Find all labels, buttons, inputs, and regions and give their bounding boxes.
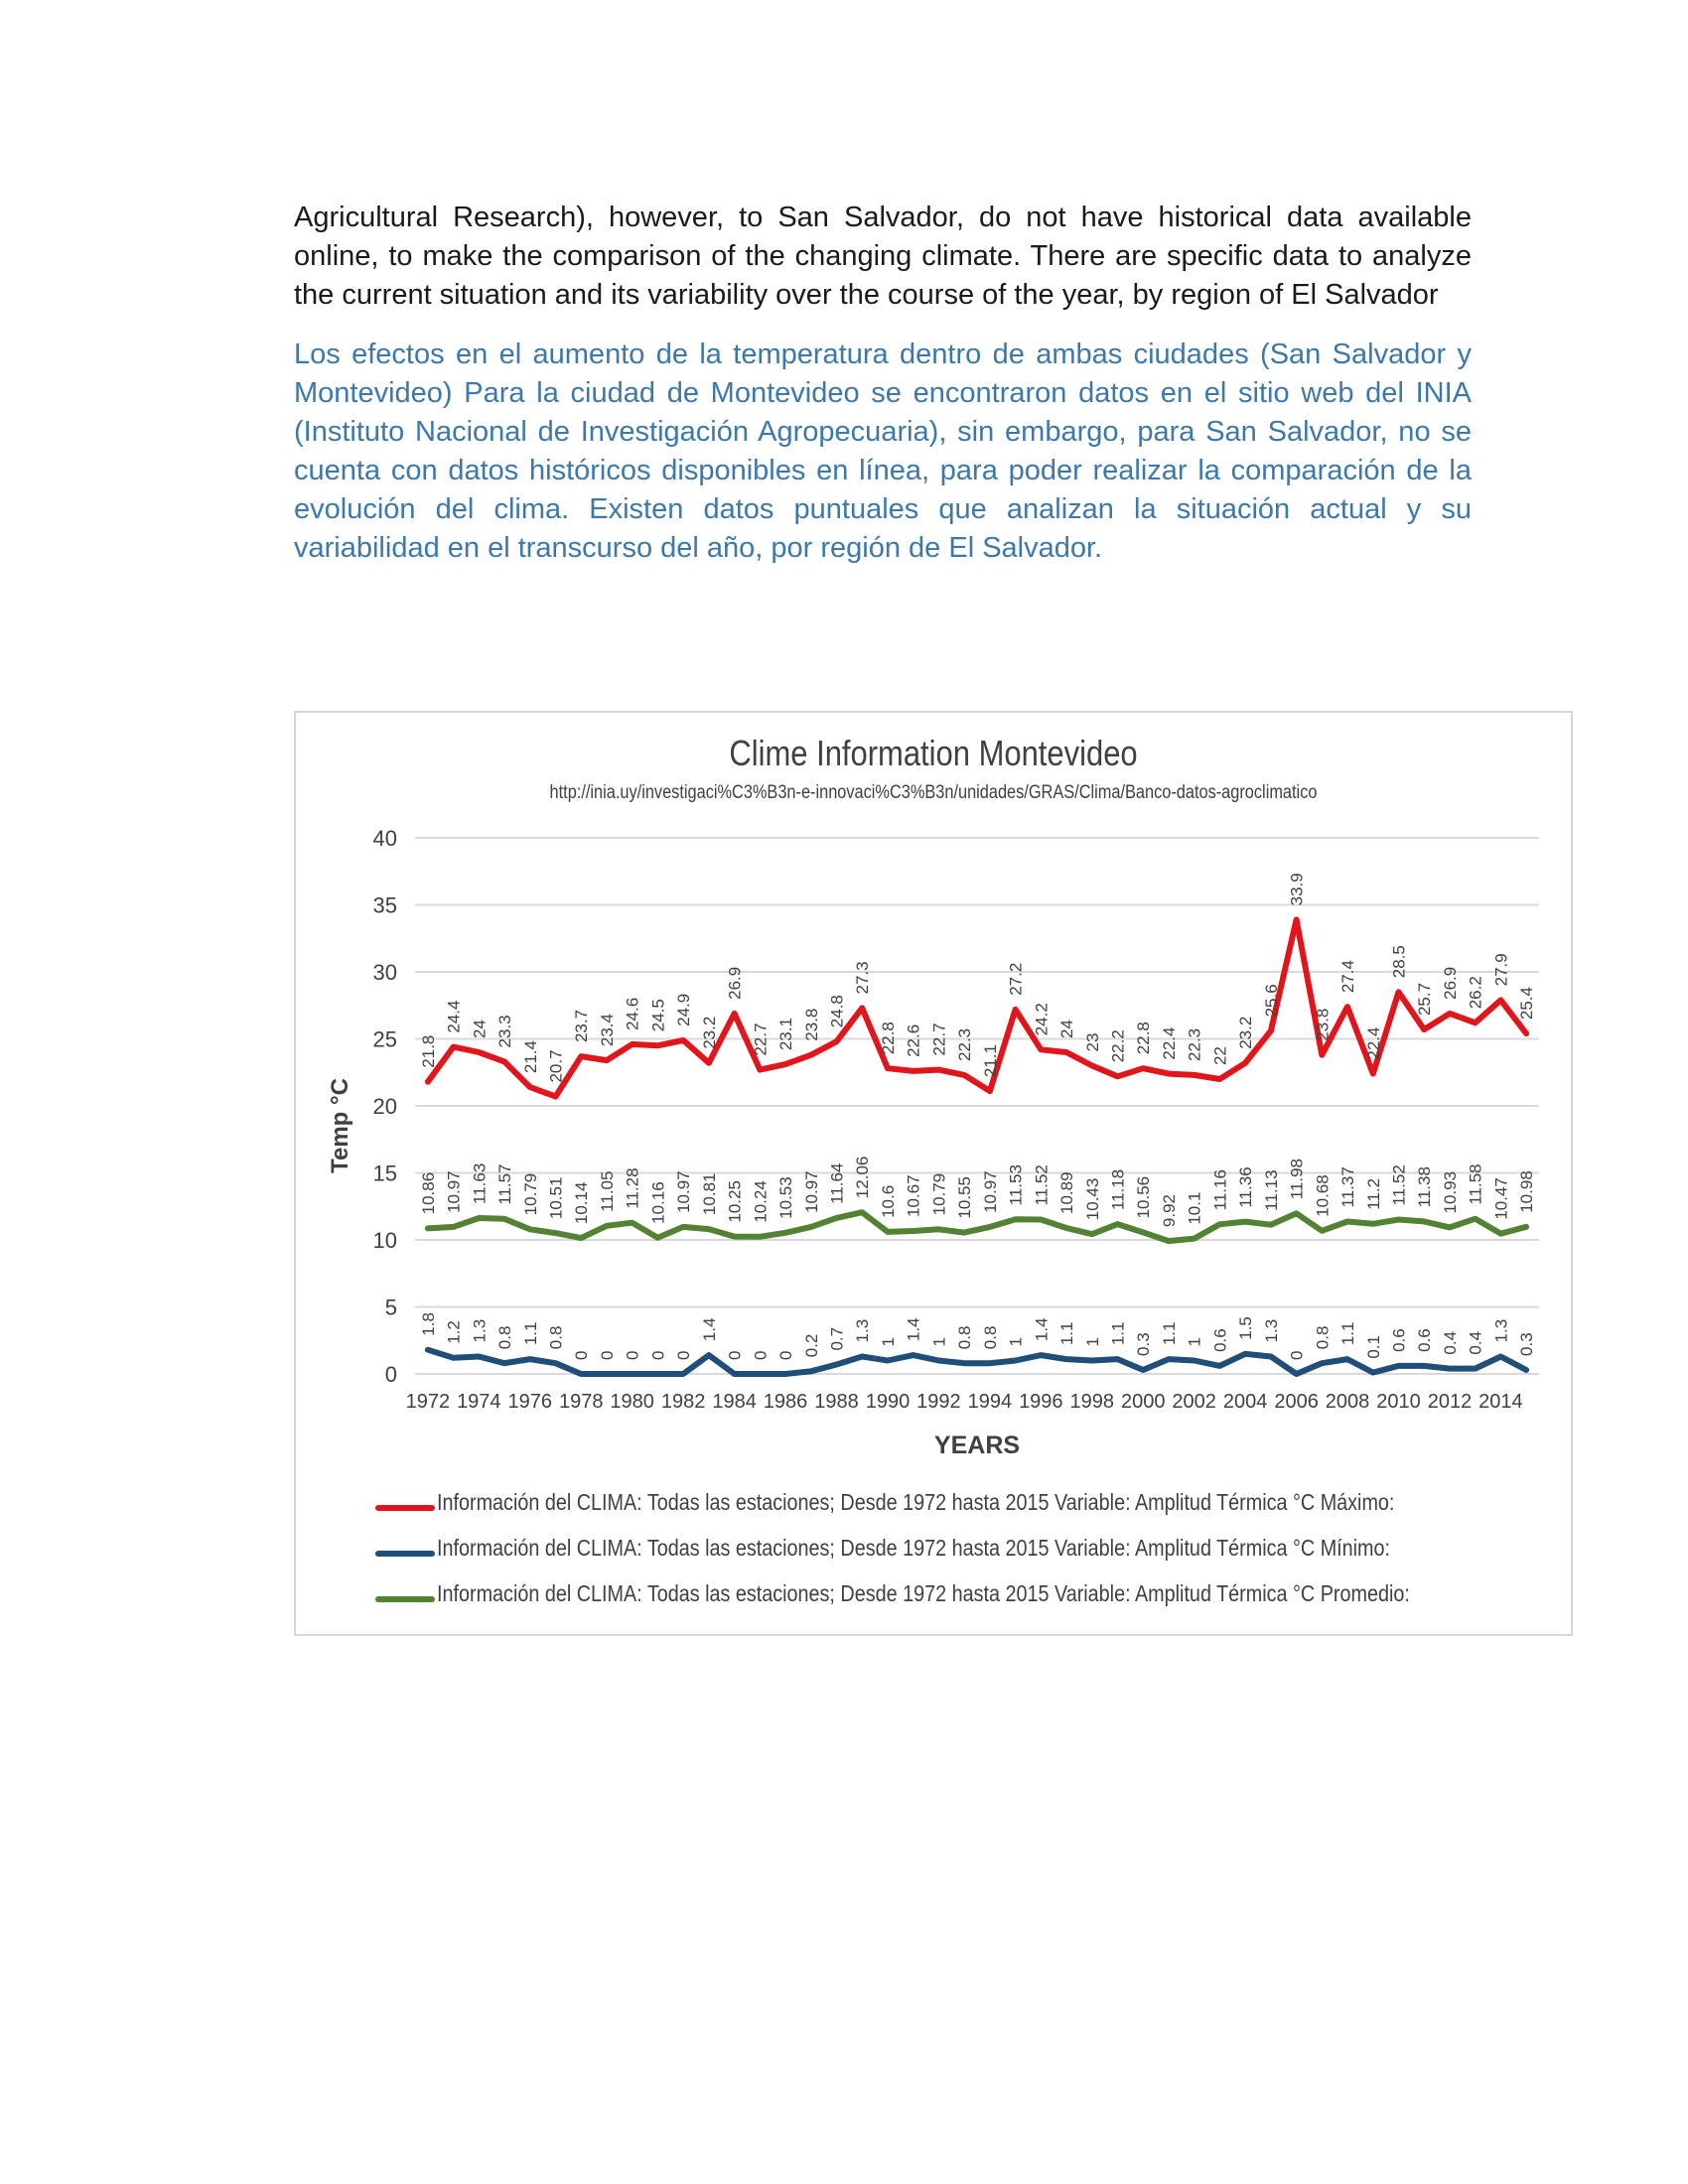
- y-tick-label: 5: [384, 1295, 397, 1320]
- data-label-average: 10.79: [929, 1172, 949, 1216]
- data-label-average: 12.06: [853, 1156, 873, 1199]
- data-label-min: 1.3: [1491, 1318, 1511, 1343]
- y-tick-label: 0: [384, 1362, 397, 1387]
- data-label-average: 10.89: [1057, 1171, 1077, 1214]
- x-tick-label: 1994: [967, 1391, 1013, 1413]
- data-label-min: 0.3: [1517, 1332, 1537, 1356]
- x-tick-label: 1978: [558, 1391, 604, 1413]
- data-label-max: 22.4: [1159, 1026, 1179, 1060]
- data-label-max: 24.9: [674, 993, 694, 1026]
- x-tick-label: 1972: [405, 1391, 451, 1413]
- data-label-min: 0.3: [1134, 1332, 1154, 1356]
- data-label-average: 10.98: [1517, 1170, 1537, 1213]
- data-label-average: 10.56: [1134, 1175, 1154, 1219]
- data-label-min: 0: [674, 1350, 694, 1360]
- data-label-max: 24.8: [827, 995, 847, 1028]
- data-label-min: 1.1: [1108, 1321, 1128, 1346]
- data-label-max: 27.9: [1491, 953, 1511, 987]
- data-label-max: 33.9: [1287, 873, 1307, 906]
- data-label-max: 24.5: [648, 999, 668, 1032]
- data-label-average: 11.38: [1415, 1166, 1435, 1208]
- data-label-max: 23.8: [801, 1008, 821, 1041]
- chart-title: Clime Information Montevideo: [729, 733, 1138, 773]
- data-label-min: 0: [572, 1350, 592, 1360]
- data-label-max: 23.3: [495, 1015, 515, 1048]
- data-label-min: 0.8: [546, 1325, 566, 1350]
- data-label-min: 0: [776, 1350, 796, 1360]
- data-label-average: 10.97: [980, 1170, 1000, 1213]
- data-label-min: 1.4: [699, 1317, 719, 1342]
- data-label-min: 0.4: [1466, 1330, 1485, 1355]
- data-label-min: 0: [597, 1350, 617, 1360]
- data-label-min: 0: [623, 1350, 642, 1360]
- x-tick-label: 2000: [1120, 1391, 1166, 1413]
- data-label-max: 22.2: [1108, 1029, 1128, 1063]
- body-paragraph-spanish: Los efectos en el aumento de la temperatura dentro de ambas ciudades (San Salvador y Montevideo) Para la ciudad de Montevideo se encontraron datos en el sitio web del INIA (Instituto Nacional de Investigación Agropecuaria), sin embargo, para San Salvador, no se cuenta con datos históricos disponibles en línea, para poder realizar la comparación de la evolución del clima. Existen datos puntuales que analizan la situación actual y su variabilidad en el transcurso del año, por región de El Salvador.: [294, 339, 1472, 564]
- x-tick-label: 1990: [865, 1391, 911, 1413]
- legend-item-average: [375, 1580, 1547, 1614]
- data-label-average: 10.51: [546, 1176, 566, 1220]
- data-label-min: 1.3: [853, 1318, 873, 1343]
- x-tick-label: 1996: [1019, 1391, 1063, 1413]
- data-label-min: 1.2: [444, 1320, 464, 1344]
- data-label-max: 24.4: [444, 1000, 464, 1033]
- data-label-average: 9.92: [1159, 1193, 1179, 1228]
- y-tick-label: 40: [372, 826, 397, 851]
- data-label-max: 25.6: [1261, 984, 1281, 1018]
- x-tick-label: 1974: [457, 1391, 501, 1413]
- data-label-min: 0.2: [801, 1333, 821, 1358]
- data-label-max: 27.2: [1006, 962, 1026, 996]
- data-label-min: 1: [1006, 1337, 1026, 1347]
- data-label-max: 26.9: [1440, 966, 1460, 1000]
- data-label-min: 1.8: [418, 1312, 438, 1336]
- data-label-max: 23.7: [572, 1009, 592, 1043]
- x-tick-label: 2008: [1325, 1391, 1370, 1413]
- data-label-average: 10.97: [674, 1170, 694, 1213]
- data-label-average: 11.58: [1466, 1163, 1485, 1205]
- data-label-average: 10.16: [648, 1181, 668, 1224]
- data-label-average: 10.25: [725, 1180, 745, 1223]
- data-label-average: 10.6: [878, 1184, 898, 1218]
- data-label-average: 10.14: [572, 1181, 592, 1225]
- data-label-average: 10.97: [444, 1170, 464, 1213]
- data-label-max: 24.2: [1032, 1003, 1052, 1036]
- legend-label-max: Información del CLIMA: Todas las estaciones; Desde 1972 hasta 2015 Variable: Amplitud Térmica °C Máximo:: [437, 1489, 1395, 1515]
- data-label-average: 10.86: [418, 1171, 438, 1215]
- data-label-max: 22.8: [878, 1022, 898, 1055]
- data-label-min: 0.6: [1210, 1328, 1230, 1352]
- data-label-min: 1.1: [1057, 1321, 1077, 1346]
- data-label-average: 10.55: [955, 1176, 975, 1219]
- data-label-min: 1.5: [1236, 1316, 1256, 1340]
- data-label-max: 25.7: [1415, 982, 1435, 1017]
- data-label-max: 25.4: [1517, 987, 1537, 1021]
- data-label-max: 23: [1082, 1032, 1102, 1052]
- data-label-min: 0.8: [955, 1325, 975, 1350]
- data-label-min: 1: [1185, 1337, 1204, 1347]
- x-tick-label: 2004: [1222, 1391, 1268, 1413]
- y-tick-label: 10: [372, 1228, 397, 1253]
- data-label-max: 22: [1210, 1046, 1230, 1065]
- data-label-max: 21.8: [418, 1034, 438, 1068]
- data-label-max: 20.7: [546, 1049, 566, 1083]
- data-label-max: 26.2: [1466, 976, 1485, 1010]
- x-axis-title: YEARS: [933, 1432, 1021, 1459]
- x-tick-label: 1984: [712, 1391, 757, 1413]
- series-line-min: [428, 1350, 1526, 1374]
- data-label-max: 22.4: [1363, 1026, 1383, 1060]
- data-label-max: 23.2: [699, 1016, 719, 1049]
- x-tick-label: 2014: [1478, 1391, 1523, 1413]
- data-label-min: 1.3: [470, 1318, 490, 1343]
- data-label-min: 0: [725, 1350, 745, 1360]
- legend-swatch-average: [375, 1596, 435, 1602]
- data-label-min: 1: [878, 1337, 898, 1347]
- data-label-min: 1.4: [904, 1317, 923, 1342]
- x-tick-label: 1980: [610, 1391, 654, 1413]
- data-label-max: 23.8: [1313, 1008, 1333, 1041]
- data-label-min: 1.1: [1159, 1321, 1179, 1346]
- x-tick-label: 1982: [660, 1391, 706, 1413]
- data-label-average: 10.47: [1491, 1177, 1511, 1220]
- data-label-average: 11.53: [1006, 1164, 1026, 1206]
- x-tick-label: 1976: [507, 1391, 553, 1413]
- data-label-min: 0.1: [1363, 1335, 1383, 1359]
- legend-label-min: Información del CLIMA: Todas las estaciones; Desde 1972 hasta 2015 Variable: Amplitud Térmica °C Mínimo:: [437, 1535, 1391, 1561]
- data-label-average: 11.57: [495, 1163, 515, 1205]
- data-label-max: 22.6: [904, 1024, 923, 1057]
- x-tick-label: 2002: [1172, 1391, 1216, 1413]
- data-label-average: 10.1: [1185, 1191, 1204, 1225]
- x-tick-label: 2010: [1376, 1391, 1421, 1413]
- data-label-min: 0.6: [1389, 1328, 1409, 1352]
- data-label-max: 23.4: [597, 1014, 617, 1047]
- data-label-average: 10.43: [1082, 1177, 1102, 1221]
- data-label-max: 22.7: [751, 1023, 771, 1056]
- y-axis-title: Temp °C: [327, 1078, 353, 1173]
- data-label-max: 27.3: [853, 961, 873, 995]
- data-label-min: 1.4: [1032, 1317, 1052, 1342]
- data-label-average: 10.97: [801, 1170, 821, 1213]
- legend-label-average: Información del CLIMA: Todas las estaciones; Desde 1972 hasta 2015 Variable: Amplitud Térmica °C Promedio:: [437, 1580, 1410, 1606]
- data-label-max: 24: [1057, 1020, 1077, 1038]
- data-label-average: 11.37: [1338, 1166, 1358, 1208]
- data-label-average: 11.28: [623, 1167, 642, 1209]
- body-paragraph-english: Agricultural Research), however, to San Salvador, do not have historical data available online, to make the comparison of the changing climate. There are specific data to analyze the current situation and its variability over the course of the year, by region of El Salvador: [294, 202, 1472, 311]
- x-tick-label: 1992: [916, 1391, 961, 1413]
- x-tick-label: 2012: [1427, 1391, 1473, 1413]
- data-label-min: 1.3: [1261, 1318, 1281, 1343]
- x-tick-label: 1998: [1069, 1391, 1115, 1413]
- data-label-average: 11.52: [1389, 1164, 1409, 1206]
- legend-item-max: [375, 1489, 1547, 1523]
- data-label-average: 11.05: [597, 1170, 617, 1212]
- data-label-max: 24: [470, 1020, 490, 1038]
- data-label-max: 26.9: [725, 966, 745, 1000]
- y-tick-label: 35: [372, 892, 397, 918]
- data-label-average: 10.68: [1313, 1174, 1333, 1217]
- data-label-max: 24.6: [623, 997, 642, 1030]
- data-label-max: 21.4: [520, 1040, 540, 1074]
- series-line-max: [428, 919, 1526, 1096]
- legend-item-min: [375, 1535, 1547, 1569]
- data-label-max: 27.4: [1338, 960, 1358, 994]
- data-label-max: 22.3: [955, 1027, 975, 1061]
- data-label-average: 10.93: [1440, 1170, 1460, 1214]
- data-label-min: 0: [751, 1350, 771, 1360]
- data-label-average: 10.24: [751, 1180, 771, 1223]
- data-label-min: 0.4: [1440, 1330, 1460, 1355]
- data-label-min: 0.6: [1415, 1328, 1435, 1352]
- data-label-min: 0.8: [495, 1325, 515, 1350]
- data-label-average: 11.98: [1287, 1158, 1307, 1200]
- data-label-min: 0.8: [1313, 1325, 1333, 1350]
- data-label-average: 11.16: [1210, 1169, 1230, 1211]
- y-tick-label: 30: [372, 960, 397, 985]
- y-tick-label: 15: [372, 1160, 397, 1186]
- data-label-average: 11.63: [470, 1162, 490, 1204]
- data-label-max: 22.8: [1134, 1022, 1154, 1055]
- data-label-average: 10.53: [776, 1176, 796, 1219]
- data-label-average: 11.36: [1236, 1166, 1256, 1208]
- data-label-average: 11.13: [1261, 1169, 1281, 1211]
- data-label-min: 1.1: [1338, 1321, 1358, 1346]
- data-label-max: 23.2: [1236, 1016, 1256, 1049]
- data-label-min: 0.8: [980, 1325, 1000, 1350]
- data-label-average: 10.67: [904, 1174, 923, 1217]
- data-label-max: 22.7: [929, 1023, 949, 1056]
- x-tick-label: 1986: [763, 1391, 808, 1413]
- data-label-min: 1: [929, 1337, 949, 1347]
- data-label-max: 28.5: [1389, 945, 1409, 979]
- x-tick-label: 1988: [814, 1391, 859, 1413]
- data-label-average: 10.79: [520, 1172, 540, 1216]
- data-label-min: 0.7: [827, 1326, 847, 1351]
- chart-container: [294, 711, 1573, 1636]
- y-tick-label: 25: [372, 1026, 397, 1052]
- legend-swatch-max: [375, 1505, 435, 1511]
- data-label-min: 1.1: [520, 1321, 540, 1346]
- y-tick-label: 20: [372, 1094, 397, 1119]
- x-tick-label: 2006: [1274, 1391, 1319, 1413]
- chart-subtitle: http://inia.uy/investigaci%C3%B3n-e-innovaci%C3%B3n/unidades/GRAS/Clima/Banco-datos-agroclimatico: [549, 782, 1318, 803]
- data-label-min: 1: [1082, 1337, 1102, 1347]
- legend-swatch-min: [375, 1551, 435, 1557]
- data-label-average: 10.81: [699, 1172, 719, 1216]
- data-label-min: 0: [648, 1350, 668, 1360]
- data-label-max: 22.3: [1185, 1027, 1204, 1061]
- data-label-max: 21.1: [980, 1044, 1000, 1078]
- data-label-min: 0: [1287, 1350, 1307, 1360]
- data-label-max: 23.1: [776, 1018, 796, 1051]
- data-label-average: 11.64: [827, 1162, 847, 1204]
- data-label-average: 11.2: [1363, 1177, 1383, 1210]
- data-label-average: 11.52: [1032, 1164, 1052, 1206]
- series-line-average: [428, 1212, 1526, 1241]
- data-label-average: 11.18: [1108, 1168, 1128, 1211]
